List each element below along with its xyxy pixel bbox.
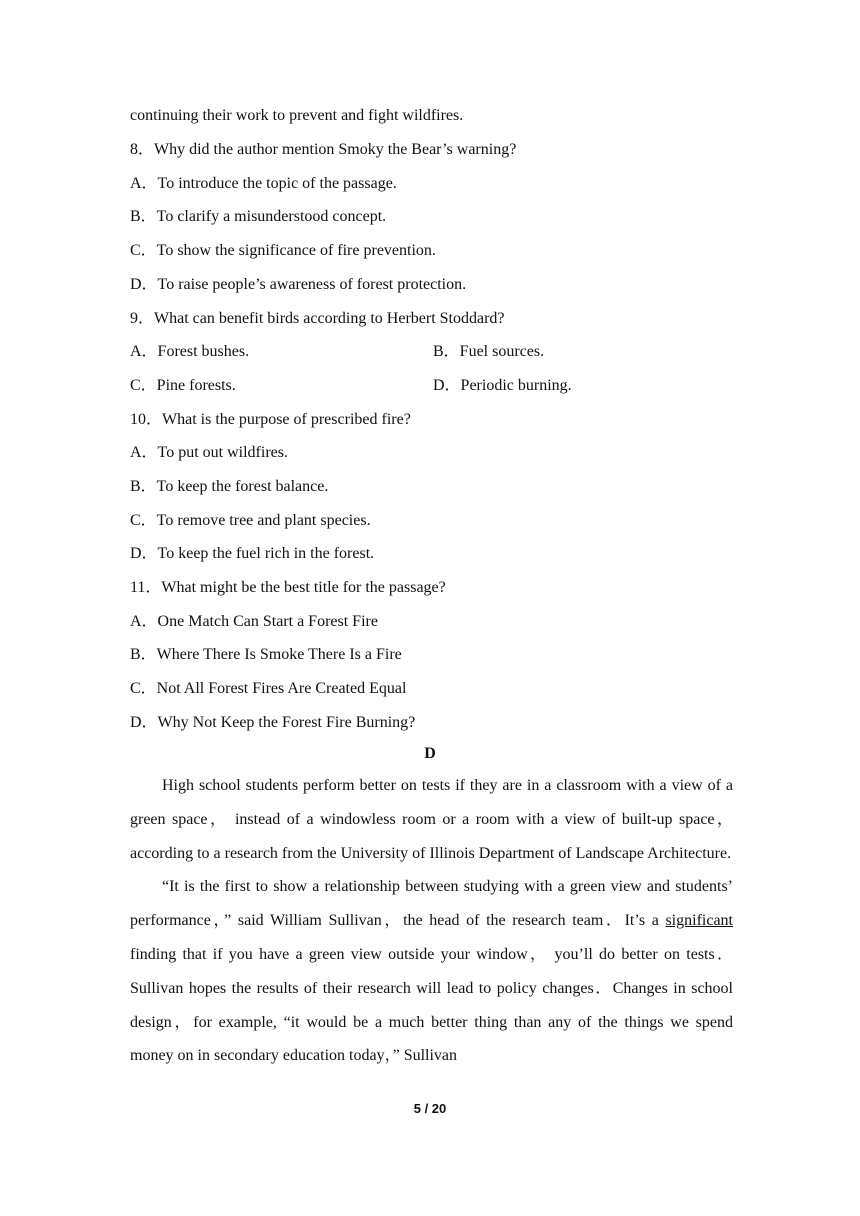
page-number: 5 / 20	[413, 1101, 447, 1116]
question-9-option-d: D．Periodic burning.	[433, 377, 572, 394]
passage-c-last-line: continuing their work to prevent and fight wildfires.	[130, 107, 464, 124]
question-10-stem: 10．What is the purpose of prescribed fire?	[130, 411, 411, 428]
question-11-stem: 11．What might be the best title for the passage?	[130, 579, 446, 596]
question-8-option-d: D．To raise people’s awareness of forest protection.	[130, 276, 467, 293]
para2-text-after: finding that if you have a green view outside your window， you’ll do better on tests． Sullivan hopes the results of their research will lead to policy changes．Changes in school design，for example, “it would be a much better thing than any of the things we spend money on in secondary education today，” Sullivan	[130, 945, 734, 1065]
underlined-word: significant	[665, 912, 733, 930]
question-10-option-c: C．To remove tree and plant species.	[130, 512, 371, 529]
question-8-stem: 8．Why did the author mention Smoky the Bear’s warning?	[130, 141, 517, 158]
section-heading: D	[424, 745, 436, 762]
question-11-option-d: D．Why Not Keep the Forest Fire Burning?	[130, 714, 416, 731]
passage-d-paragraph-2	[130, 870, 733, 1073]
question-9-option-c: C．Pine forests.	[130, 377, 236, 394]
question-11-option-b: B．Where There Is Smoke There Is a Fire	[130, 646, 402, 663]
question-10-option-b: B．To keep the forest balance.	[130, 478, 329, 495]
question-9-option-a: A．Forest bushes.	[130, 343, 250, 360]
question-8-option-c: C．To show the significance of fire prevention.	[130, 242, 436, 259]
question-10-option-a: A．To put out wildfires.	[130, 444, 288, 461]
passage-d	[130, 769, 733, 1073]
question-11-option-a: A．One Match Can Start a Forest Fire	[130, 613, 378, 630]
para2-text-before: “It is the first to show a relationship between studying with a green view and students’ performance，” said William Sullivan，the head of the research team．It’s a	[130, 878, 733, 930]
question-10-option-d: D．To keep the fuel rich in the forest.	[130, 545, 375, 562]
question-8-option-a: A．To introduce the topic of the passage.	[130, 175, 397, 192]
question-11-option-c: C．Not All Forest Fires Are Created Equal	[130, 680, 407, 697]
question-8-option-b: B．To clarify a misunderstood concept.	[130, 208, 387, 225]
question-9-option-b: B．Fuel sources.	[433, 343, 545, 360]
question-9-stem: 9．What can benefit birds according to Herbert Stoddard?	[130, 310, 505, 327]
passage-d-paragraph-1: High school students perform better on tests if they are in a classroom with a view of a green space， instead of a windowless room or a room with a view of built-up space，according to a research from the University of Illinois Department of Landscape Architecture.	[130, 777, 734, 862]
